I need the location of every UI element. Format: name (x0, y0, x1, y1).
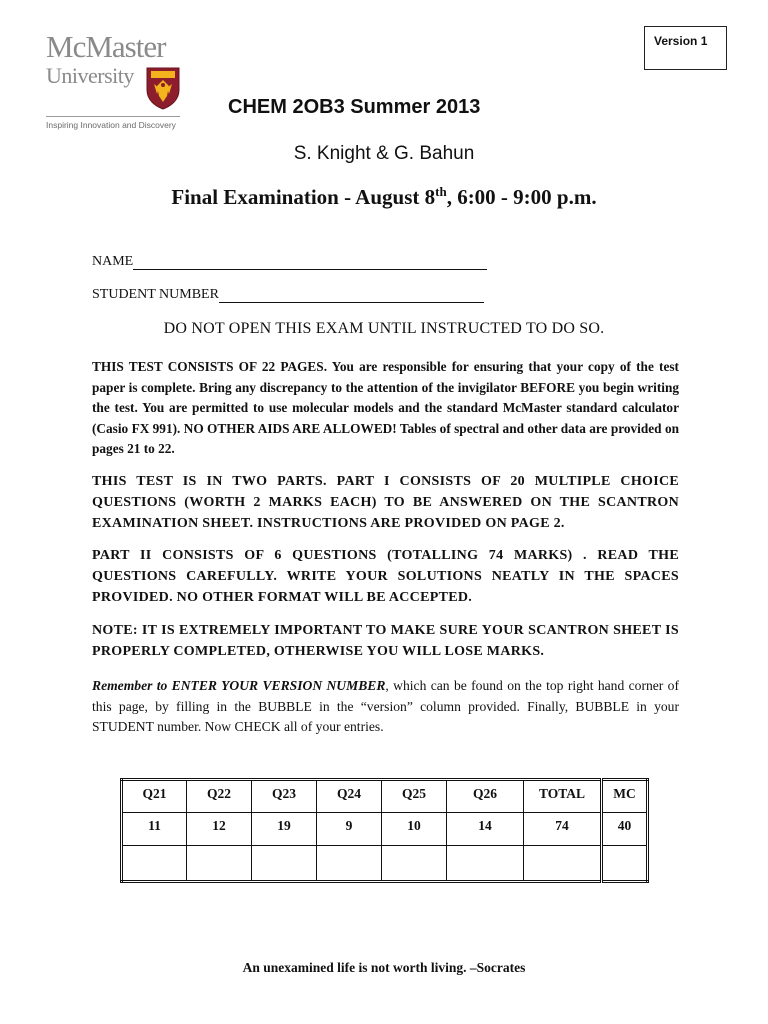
value-cell: 12 (187, 813, 252, 846)
score-cell[interactable] (122, 846, 187, 882)
value-cell: 14 (447, 813, 524, 846)
score-cell[interactable] (252, 846, 317, 882)
name-blank-line[interactable] (133, 255, 487, 270)
marks-header-row (122, 780, 648, 813)
version-reminder-paragraph (92, 676, 679, 738)
value-cell: 40 (602, 813, 648, 846)
exam-title-suffix: , 6:00 - 9:00 p.m. (446, 185, 597, 209)
do-not-open-warning: DO NOT OPEN THIS EXAM UNTIL INSTRUCTED TO DO SO. (163, 320, 605, 337)
exam-title-superscript: th (435, 184, 447, 199)
score-cell[interactable] (382, 846, 447, 882)
header-cell: MC (602, 780, 648, 813)
value-cell: 74 (524, 813, 602, 846)
value-cell: 11 (122, 813, 187, 846)
exam-authors: S. Knight & G. Bahun (293, 143, 475, 164)
header-cell: Q21 (122, 780, 187, 813)
score-cell[interactable] (602, 846, 648, 882)
parts-paragraph: THIS TEST IS IN TWO PARTS. PART I CONSISTS OF 20 MULTIPLE CHOICE QUESTIONS (WORTH 2 MARKS EACH) TO BE ANSWERED ON THE SCANTRON EXAMINATION SHEET. INSTRUCTIONS ARE PROVIDED ON PAGE 2. (92, 474, 679, 531)
exam-title (0, 184, 768, 210)
exam-title-prefix: Final Examination - August 8 (171, 185, 436, 209)
socrates-quote: An unexamined life is not worth living. –Socrates (242, 960, 526, 975)
value-cell: 9 (317, 813, 382, 846)
score-cell[interactable] (524, 846, 602, 882)
marks-values-row (122, 813, 648, 846)
value-cell: 19 (252, 813, 317, 846)
header-cell: TOTAL (524, 780, 602, 813)
header-cell: Q24 (317, 780, 382, 813)
score-cell[interactable] (447, 846, 524, 882)
version-label: Version 1 (654, 34, 708, 48)
scantron-note-paragraph: NOTE: IT IS EXTREMELY IMPORTANT TO MAKE SURE YOUR SCANTRON SHEET IS PROPERLY COMPLETED, OTHERWISE YOU WILL LOSE MARKS. (92, 623, 679, 659)
version-reminder-emphasis: Remember to ENTER YOUR VERSION NUMBER (92, 678, 386, 693)
student-number-blank-line[interactable] (219, 288, 484, 303)
student-number-label: STUDENT NUMBER (92, 287, 219, 302)
course-title: CHEM 2OB3 Summer 2013 (228, 96, 481, 118)
score-cell[interactable] (317, 846, 382, 882)
value-cell: 10 (382, 813, 447, 846)
header-cell: Q23 (252, 780, 317, 813)
name-field[interactable] (92, 254, 487, 270)
instructions-paragraph: THIS TEST CONSISTS OF 22 PAGES. You are responsible for ensuring that your copy of the test paper is complete. Bring any discrepancy to the attention of the invigilator BEFORE you begin writing the test. You are permitted to use molecular models and the standard McMaster standard calculator (Casio FX 991). NO OTHER AIDS ARE ALLOWED! Tables of spectral and other data are provided on pages 21 to 22. (92, 359, 679, 456)
version-box (644, 26, 727, 70)
header-cell: Q22 (187, 780, 252, 813)
logo-name-line2: University (46, 63, 134, 88)
header-cell: Q25 (382, 780, 447, 813)
marks-table (120, 778, 649, 883)
score-cell[interactable] (187, 846, 252, 882)
student-number-field[interactable] (92, 287, 484, 303)
logo-tagline: Inspiring Innovation and Discovery (46, 120, 176, 130)
name-label: NAME (92, 254, 134, 269)
logo-name-line1: McMaster (46, 29, 166, 64)
marks-score-row (122, 846, 648, 882)
part-two-paragraph: PART II CONSISTS OF 6 QUESTIONS (TOTALLING 74 MARKS) . READ THE QUESTIONS CAREFULLY. WRITE YOUR SOLUTIONS NEATLY IN THE SPACES PROVIDED. NO OTHER FORMAT WILL BE ACCEPTED. (92, 548, 679, 605)
header-cell: Q26 (447, 780, 524, 813)
version-reminder-text: , which can be found on the top right hand corner of this page, by filling in the BUBBLE in the “version” column provided. Finally, BUBBLE in your STUDENT number. Now CHECK all of your entries. (92, 678, 680, 734)
